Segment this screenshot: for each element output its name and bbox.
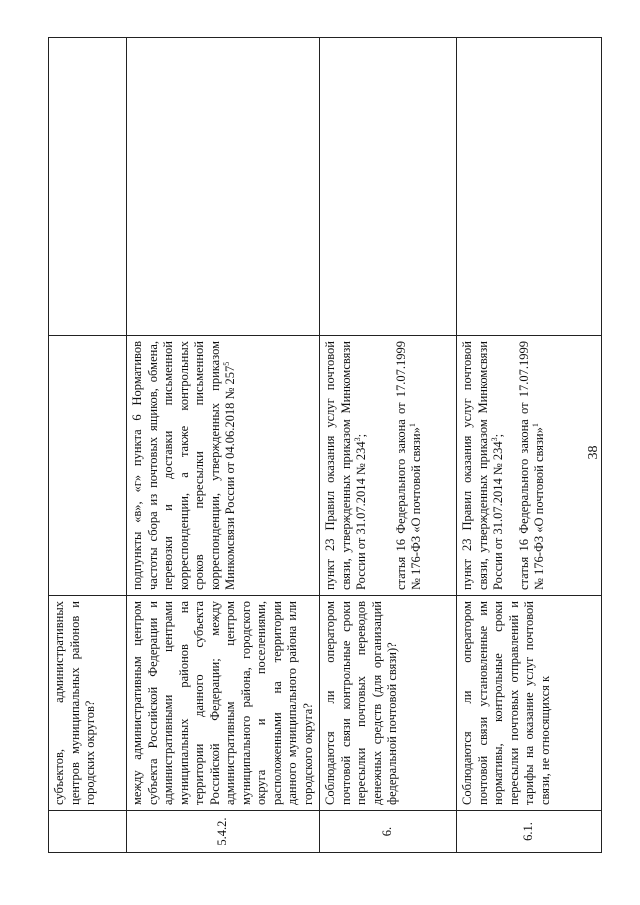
footnote-mark: 3 bbox=[352, 437, 362, 442]
requirement-text: пункт 23 Правил оказания услуг почтовой связи, утвержденных приказом Минкомсвязи России от 31.07.2014 № 234 bbox=[323, 341, 368, 590]
row-number: 6.1. bbox=[457, 811, 602, 853]
footnote-mark: 1 bbox=[407, 423, 417, 428]
requirement-text: пункт 23 Правил оказания услуг почтовой связи, утвержденных приказом Минкомсвязи России от 31.07.2014 № 234 bbox=[460, 341, 505, 590]
law-reference-text: статья 16 Федерального закона от 17.07.1999 № 176-ФЗ «О почтовой связи» bbox=[393, 341, 423, 590]
law-reference-text: статья 16 Федерального закона от 17.07.1999 № 176-ФЗ «О почтовой связи» bbox=[516, 341, 546, 590]
footnote-mark: 1 bbox=[530, 423, 540, 428]
notes-cell bbox=[320, 38, 457, 336]
notes-cell bbox=[127, 38, 320, 336]
page-number: 38 bbox=[586, 445, 601, 460]
requirement-tail: ; bbox=[354, 433, 368, 438]
notes-cell bbox=[457, 38, 602, 336]
requirement-cell bbox=[320, 336, 457, 596]
footnote-mark: 3 bbox=[489, 437, 499, 442]
requirement-cell bbox=[49, 336, 127, 596]
question-cell: Соблюдаются ли оператором почтовой связи контрольные сроки пересылки почтовых переводов денежных средств (для организаций федеральной почтовой связи)? bbox=[320, 596, 457, 811]
requirement-text: подпункты «в», «г» пункта 6 Нормативов частоты сбора из почтовых ящиков, обмена, перевозки и доставки письменной корреспонденции, а также контрольных сроков пересылки письменной корреспонденции, утвержденных приказом Минкомсвязи России от 04.06.2018 № 257 bbox=[130, 341, 237, 590]
table-row bbox=[127, 38, 320, 853]
table-row bbox=[49, 38, 127, 853]
table-row bbox=[457, 38, 602, 853]
question-cell: субъектов, административных центров муниципальных районов и городских округов? bbox=[49, 596, 127, 811]
row-number: 6. bbox=[320, 811, 457, 853]
requirements-table bbox=[48, 37, 602, 853]
question-cell: между административным центром субъекта Российской Федерации и административными центрами муниципальных районов на территории данного субъекта Российской Федерации; между административным центром муниципального района, городского округа и поселениями, расположенными на территории данного муниципального района или городского округа? bbox=[127, 596, 320, 811]
row-number bbox=[49, 811, 127, 853]
footnote-mark: 5 bbox=[221, 361, 231, 366]
table-row bbox=[320, 38, 457, 853]
requirement-cell bbox=[127, 336, 320, 596]
requirement-cell bbox=[457, 336, 602, 596]
row-number: 5.4.2. bbox=[127, 811, 320, 853]
requirement-tail: ; bbox=[491, 433, 505, 438]
notes-cell bbox=[49, 38, 127, 336]
question-cell: Соблюдаются ли оператором почтовой связи установленные им нормативы, контрольные сроки пересылки почтовых отправлений и тарифы на оказание услуг почтовой связи, не относящихся к bbox=[457, 596, 602, 811]
